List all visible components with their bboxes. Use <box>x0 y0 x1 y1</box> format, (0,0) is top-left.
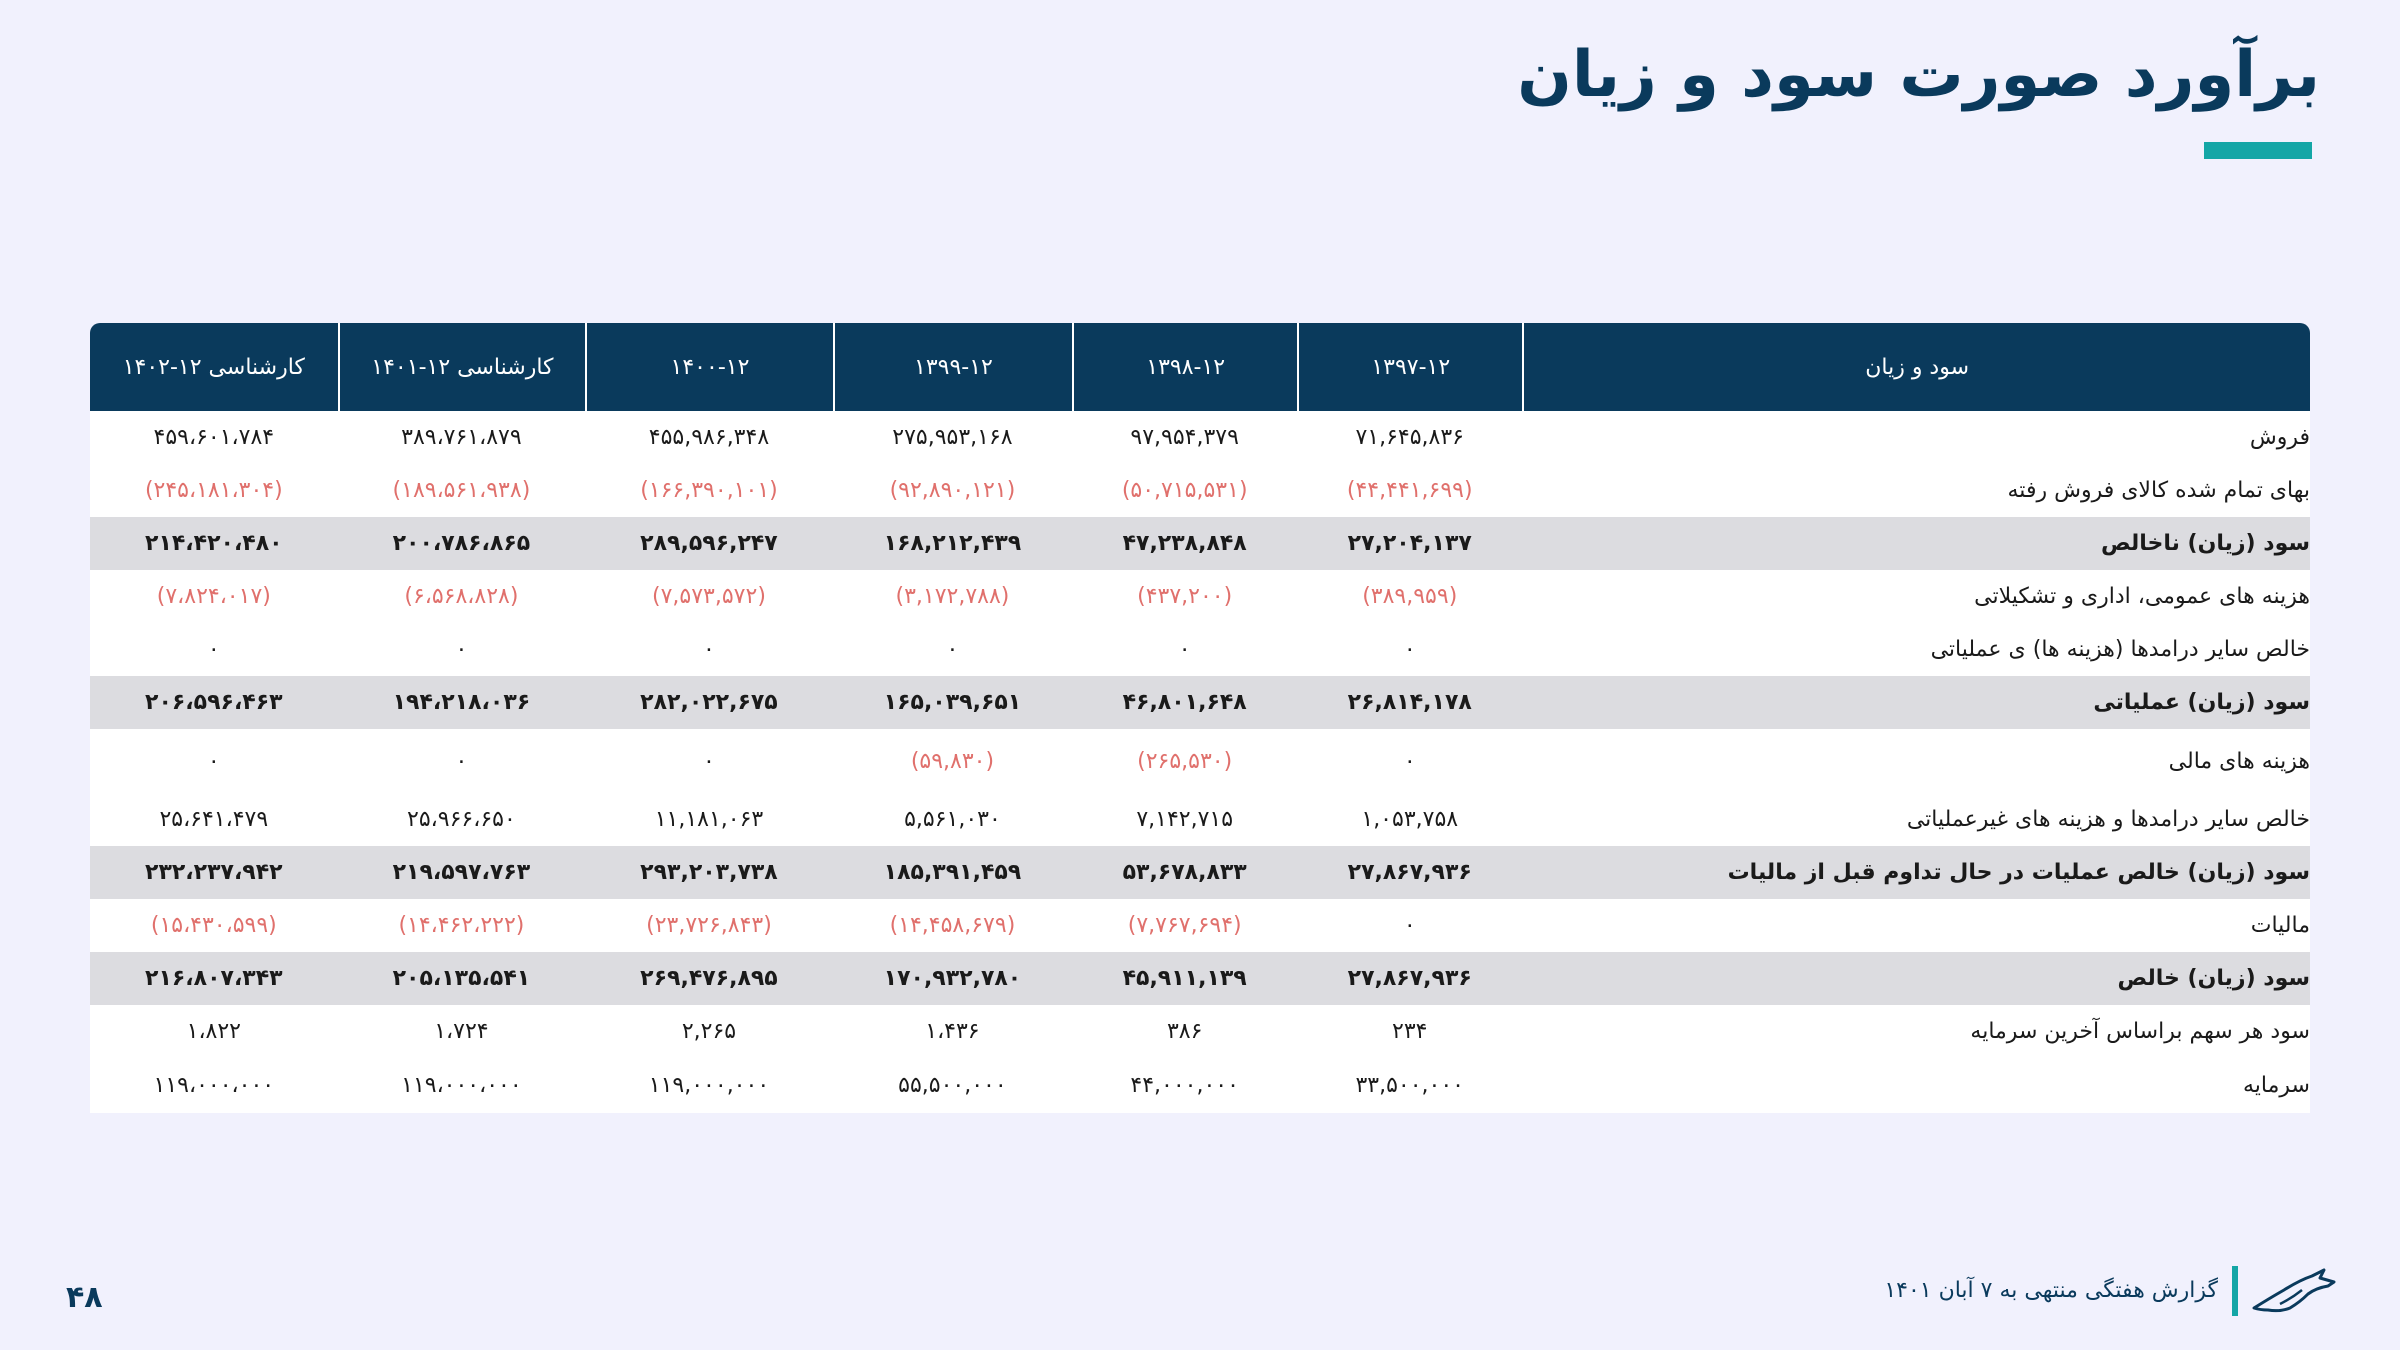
table-cell: ۲۰۵،۱۳۵،۵۴۱ <box>392 966 531 991</box>
table-cell: ۴۵۹،۶۰۱،۷۸۴ <box>153 425 275 450</box>
table-row-non-operating-income <box>90 793 2310 846</box>
row-label: سود (زیان) ناخالص <box>2100 531 2310 556</box>
table-cell: ۴۵,۹۱۱,۱۳۹ <box>1122 966 1247 991</box>
table-cell: ۲۸۹,۵۹۶,۲۴۷ <box>640 531 778 556</box>
table-cell: ۵۳,۶۷۸,۸۳۳ <box>1122 860 1247 885</box>
footer-accent-bar <box>2232 1266 2238 1316</box>
table-cell-negative: (۲۴۵،۱۸۱،۳۰۴) <box>144 478 283 503</box>
table-cell: ۲۰۰،۷۸۶،۸۶۵ <box>392 531 531 556</box>
row-label: هزینه های مالی <box>2168 748 2310 774</box>
row-label: سود (زیان) عملیاتی <box>2093 690 2310 715</box>
table-cell: ۱۱,۱۸۱,۰۶۳ <box>654 807 764 832</box>
table-cell-negative: (۳۸۹,۹۵۹) <box>1362 584 1458 609</box>
table-cell: ۱۱۹،۰۰۰،۰۰۰ <box>401 1073 522 1098</box>
table-cell: ۹۷,۹۵۴,۳۷۹ <box>1130 425 1239 450</box>
table-cell-negative: (۷,۷۶۷,۶۹۴) <box>1127 913 1242 938</box>
table-cell: ۲,۲۶۵ <box>681 1019 737 1044</box>
table-cell-negative: (۱۴,۴۵۸,۶۷۹) <box>889 913 1016 938</box>
horse-head-logo-icon <box>2250 1268 2340 1316</box>
table-cell: ۱۷۰,۹۳۲,۷۸۰ <box>883 966 1022 991</box>
table-cell-negative: (۶،۵۶۸،۸۲۸) <box>404 584 519 609</box>
table-cell: ۴۵۵,۹۸۶,۳۴۸ <box>648 425 770 450</box>
table-cell: ۳۳,۵۰۰,۰۰۰ <box>1355 1073 1464 1098</box>
table-row-profit-before-tax <box>90 846 2310 899</box>
income-statement-table <box>90 323 2310 1113</box>
table-row-tax <box>90 899 2310 952</box>
table-cell: ۱۱۹،۰۰۰،۰۰۰ <box>153 1073 275 1098</box>
row-label: خالص سایر درامدها و هزینه های غیرعملیاتی <box>1906 807 2310 832</box>
table-cell: ۰ <box>455 637 468 662</box>
table-cell: ۲۳۲،۲۳۷،۹۴۲ <box>145 860 283 885</box>
column-header-1400: ۱۴۰۰-۱۲ <box>585 323 833 411</box>
table-cell-negative: (۱۴،۴۶۲،۲۲۲) <box>398 913 525 938</box>
table-cell: ۰ <box>1403 637 1416 662</box>
table-cell: ۰ <box>207 637 220 662</box>
table-cell-negative: (۵۹,۸۳۰) <box>910 748 995 774</box>
table-cell: ۲۵،۶۴۱،۴۷۹ <box>159 807 269 832</box>
row-label: سود هر سهم براساس آخرین سرمایه <box>1970 1019 2310 1044</box>
table-row-capital <box>90 1058 2310 1113</box>
table-cell: ۲۱۶،۸۰۷،۳۴۳ <box>145 966 283 991</box>
row-label: سود (زیان) خالص <box>2117 966 2310 991</box>
table-cell: ۲۷,۸۶۷,۹۳۶ <box>1347 966 1472 991</box>
table-row-gross-profit <box>90 517 2310 570</box>
row-label: سود (زیان) خالص عملیات در حال تداوم قبل از مالیات <box>1727 860 2310 885</box>
table-cell: ۲۷,۸۶۷,۹۳۶ <box>1347 860 1472 885</box>
table-cell: ۴۴,۰۰۰,۰۰۰ <box>1130 1073 1239 1098</box>
column-header-1399: ۱۳۹۹-۱۲ <box>833 323 1072 411</box>
table-cell: ۱۱۹,۰۰۰,۰۰۰ <box>648 1073 770 1098</box>
table-cell-negative: (۳,۱۷۲,۷۸۸) <box>895 584 1010 609</box>
table-cell-negative: (۱۵،۴۳۰،۵۹۹) <box>150 913 277 938</box>
table-cell: ۳۸۶ <box>1166 1019 1203 1044</box>
table-cell-negative: (۴۳۷,۲۰۰) <box>1137 584 1233 609</box>
table-header-row <box>90 323 2310 411</box>
table-row-other-operating-income <box>90 623 2310 676</box>
table-cell-negative: (۷,۵۷۳,۵۷۲) <box>652 584 766 609</box>
table-cell: ۱۶۸,۲۱۲,۴۳۹ <box>883 531 1022 556</box>
report-label: گزارش هفتگی منتهی به ۷ آبان ۱۴۰۱ <box>1884 1278 2218 1303</box>
table-cell-negative: (۹۲,۸۹۰,۱۲۱) <box>889 478 1016 503</box>
table-cell: ۰ <box>1178 637 1191 662</box>
table-cell: ۱،۴۳۶ <box>925 1019 980 1044</box>
table-cell: ۷۱,۶۴۵,۸۳۶ <box>1355 425 1464 450</box>
table-cell: ۲۵،۹۶۶،۶۵۰ <box>407 807 516 832</box>
table-cell: ۰ <box>455 748 468 774</box>
row-label: خالص سایر درامدها (هزینه ها) ی عملیاتی <box>1930 637 2310 662</box>
title-underline <box>2204 142 2312 159</box>
column-header-1401: کارشناسی ۱۲-۱۴۰۱ <box>338 323 586 411</box>
table-cell: ۷,۱۴۲,۷۱۵ <box>1136 807 1234 832</box>
table-cell: ۰ <box>207 748 220 774</box>
table-cell-negative: (۵۰,۷۱۵,۵۳۱) <box>1121 478 1248 503</box>
table-cell-negative: (۷،۸۲۴،۰۱۷) <box>156 584 271 609</box>
table-cell: ۰ <box>703 748 715 774</box>
table-row-net-profit <box>90 952 2310 1005</box>
table-cell: ۱,۰۵۳,۷۵۸ <box>1361 807 1459 832</box>
row-label: فروش <box>2249 425 2310 450</box>
table-cell: ۲۹۳,۲۰۳,۷۳۸ <box>640 860 778 885</box>
column-header-1397: ۱۳۹۷-۱۲ <box>1297 323 1522 411</box>
table-cell: ۲۱۴،۴۲۰،۴۸۰ <box>145 531 283 556</box>
column-header-1402: کارشناسی ۱۲-۱۴۰۲ <box>90 323 338 411</box>
page-number: ۴۸ <box>66 1280 103 1315</box>
table-row-cost-of-goods-sold <box>90 464 2310 517</box>
table-cell-negative: (۲۶۵,۵۳۰) <box>1137 748 1233 774</box>
table-cell: ۳۸۹،۷۶۱،۸۷۹ <box>401 425 522 450</box>
table-cell: ۰ <box>1403 913 1416 938</box>
table-row-admin-expenses <box>90 570 2310 623</box>
table-cell: ۰ <box>1403 748 1416 774</box>
table-row-eps <box>90 1005 2310 1058</box>
table-cell: ۴۷,۲۳۸,۸۴۸ <box>1122 531 1247 556</box>
column-header-1398: ۱۳۹۸-۱۲ <box>1072 323 1297 411</box>
table-cell-negative: (۱۸۹،۵۶۱،۹۳۸) <box>392 478 531 503</box>
page-title: برآورد صورت سود و زیان <box>1517 38 2320 112</box>
table-cell: ۴۶,۸۰۱,۶۴۸ <box>1122 690 1247 715</box>
table-cell-negative: (۲۳,۷۲۶,۸۴۳) <box>646 913 772 938</box>
table-cell-negative: (۱۶۶,۳۹۰,۱۰۱) <box>640 478 778 503</box>
table-cell: ۵۵,۵۰۰,۰۰۰ <box>898 1073 1007 1098</box>
table-cell: ۰ <box>703 637 715 662</box>
row-label: بهای تمام شده کالای فروش رفته <box>2007 478 2310 503</box>
table-cell: ۲۶,۸۱۴,۱۷۸ <box>1347 690 1472 715</box>
table-cell: ۲۷,۲۰۴,۱۳۷ <box>1347 531 1472 556</box>
table-row-sales <box>90 411 2310 464</box>
row-label: سرمایه <box>2243 1073 2310 1098</box>
table-cell: ۱،۸۲۲ <box>186 1019 241 1044</box>
table-cell: ۱۸۵,۳۹۱,۴۵۹ <box>883 860 1022 885</box>
column-header-label: سود و زیان <box>1522 323 2310 411</box>
row-label: هزینه های عمومی، اداری و تشکیلاتی <box>1974 584 2310 609</box>
row-label: مالیات <box>2250 913 2310 938</box>
table-row-operating-profit <box>90 676 2310 729</box>
table-cell: ۲۳۴ <box>1392 1019 1428 1044</box>
table-cell-negative: (۴۴,۴۴۱,۶۹۹) <box>1346 478 1473 503</box>
table-row-financial-expenses <box>90 729 2310 793</box>
table-cell: ۵,۵۶۱,۰۳۰ <box>904 807 1001 832</box>
table-cell: ۱،۷۲۴ <box>434 1019 489 1044</box>
table-cell: ۱۹۴،۲۱۸،۰۳۶ <box>392 690 531 715</box>
table-cell: ۲۶۹,۴۷۶,۸۹۵ <box>640 966 778 991</box>
table-cell: ۲۷۵,۹۵۳,۱۶۸ <box>892 425 1013 450</box>
table-cell: ۲۱۹،۵۹۷،۷۶۳ <box>392 860 531 885</box>
table-cell: ۲۸۲,۰۲۲,۶۷۵ <box>640 690 778 715</box>
table-cell: ۲۰۶،۵۹۶،۴۶۳ <box>145 690 283 715</box>
table-cell: ۰ <box>946 637 959 662</box>
table-cell: ۱۶۵,۰۳۹,۶۵۱ <box>883 690 1022 715</box>
